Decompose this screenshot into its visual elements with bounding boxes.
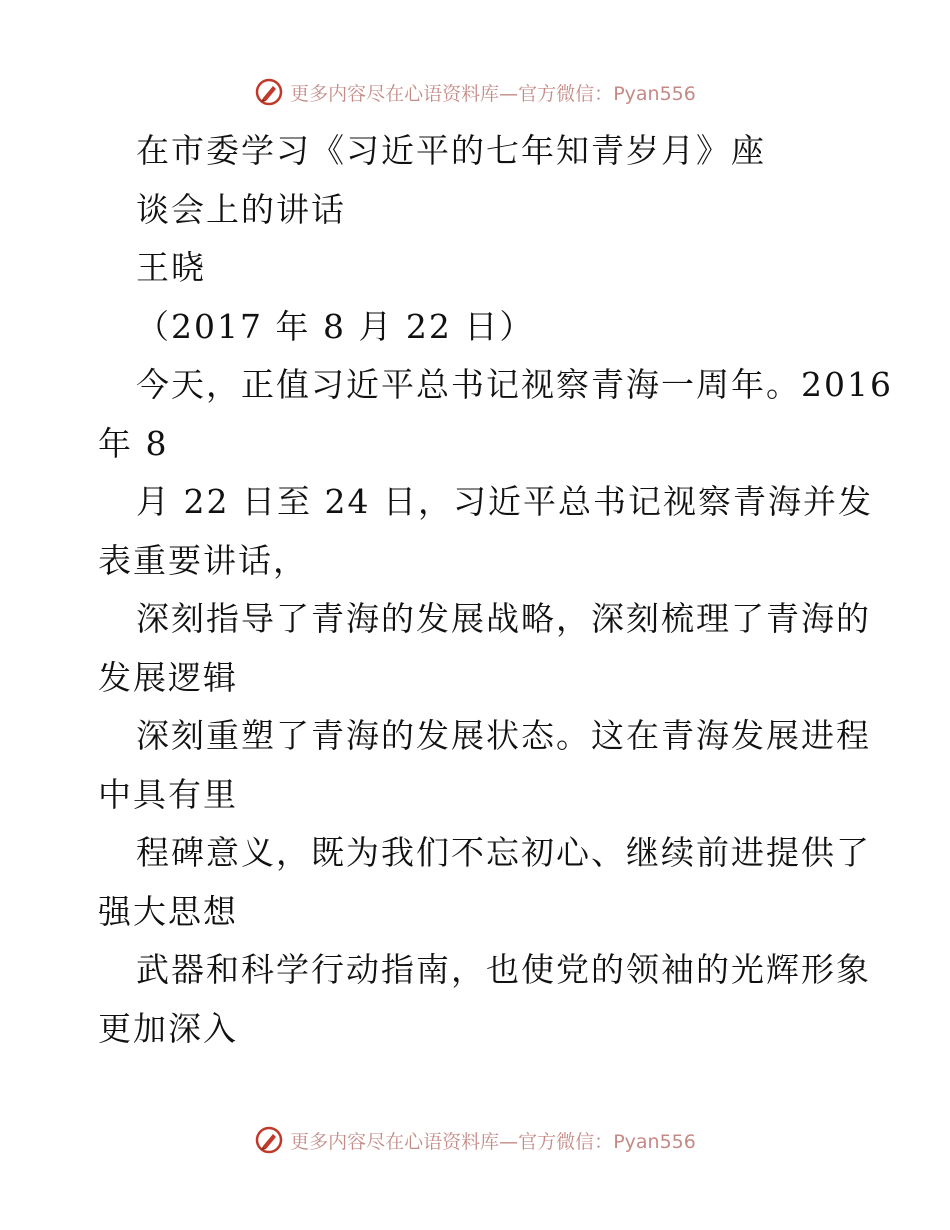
doc-line: 武器和科学行动指南，也使党的领袖的光辉形象: [136, 950, 871, 989]
pen-logo-icon: [254, 77, 284, 107]
doc-line: 发展逻辑: [98, 657, 238, 697]
header-watermark: [0, 72, 950, 112]
doc-line: 今天，正值习近平总书记视察青海一周年。2016: [136, 365, 893, 404]
watermark-separator: —: [499, 82, 519, 105]
watermark-main-text: 更多内容尽在心语资料库: [290, 82, 500, 105]
watermark-separator: —: [499, 1130, 519, 1153]
doc-line: 深刻指导了青海的发展战略，深刻梳理了青海的: [136, 599, 871, 638]
doc-line: 中具有里: [98, 774, 238, 814]
doc-line-date: （2017 年 8 月 22 日）: [136, 306, 535, 346]
doc-line: 年 8: [98, 423, 169, 463]
footer-watermark: [0, 1120, 950, 1160]
doc-line: 王晓: [136, 248, 206, 287]
pen-logo-icon: [254, 1125, 284, 1155]
watermark-wechat-id: Pyan556: [613, 1130, 696, 1153]
doc-line: 表重要讲话，: [98, 540, 308, 580]
watermark-wechat-label: 官方微信：: [518, 1130, 614, 1153]
watermark-text: [290, 79, 696, 106]
doc-line: 程碑意义，既为我们不忘初心、继续前进提供了: [136, 833, 871, 872]
watermark-wechat-id: Pyan556: [613, 82, 696, 105]
doc-line: 月 22 日至 24 日，习近平总书记视察青海并发: [136, 482, 873, 521]
doc-line: 更加深入: [98, 1008, 238, 1048]
doc-line: 强大思想: [98, 891, 238, 931]
doc-line: 深刻重塑了青海的发展状态。这在青海发展进程: [136, 716, 871, 755]
document-body: [0, 122, 950, 1058]
watermark-text: [290, 1127, 696, 1154]
watermark-main-text: 更多内容尽在心语资料库: [290, 1130, 500, 1153]
watermark-wechat-label: 官方微信：: [518, 82, 614, 105]
doc-line: 在市委学习《习近平的七年知青岁月》座: [136, 131, 766, 170]
doc-line: 谈会上的讲话: [136, 189, 346, 229]
